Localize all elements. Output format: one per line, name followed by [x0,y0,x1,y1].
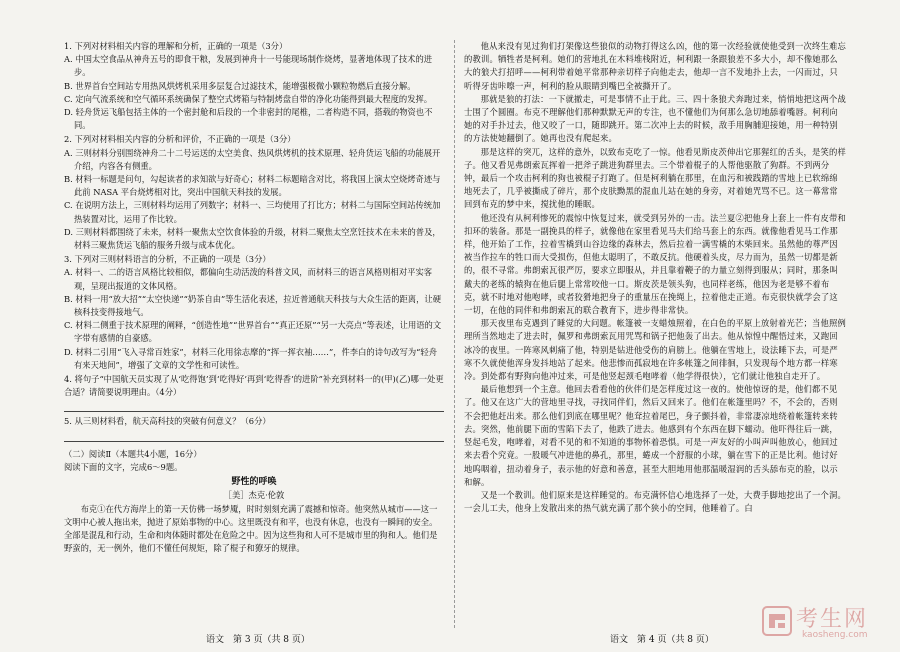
answer-line [64,401,444,412]
question-2-option-c: C. 在说明方法上，三则材料均运用了列数字；材料一、三均使用了打比方；材料二与国际空间站传统加热装置对比，运用了作比较。 [64,200,441,224]
story-paragraph: 那就是狼的打法：一下就撤走，可是事情不止于此。三、四十条狼犬奔跑过来，悄悄地把这两个战士围了个圆圈。布克不理解他们那种默默无声的专注，也不懂他们为何那么急切地舔着嘴唇。柯利向她的对手扑过去，他又咬了一口，随即跳开。第二次冲上去的时候，敌手用胸脯迎接她，用一种特别的方法使她翻倒了。她再也没有爬起来。 [464,93,846,144]
question-2-option-b: B. 材料一标题是问句，勾起读者的求知欲与好奇心；材料二标题暗含对比，将我国上演太空烧烤奇迹与此前 NASA 平台烧烤相对比，突出中国航天科技的发展。 [64,174,441,198]
question-4-stem: 4. 将句子“中国航天员实现了从‘吃得饱’到‘吃得好’再到‘吃得香’的进阶”补充到材料一的(甲)(乙)哪一处更合适？请简要说明理由。（4分） [64,374,444,398]
page-divider [454,40,455,628]
question-3 [64,253,444,372]
question-5 [64,415,444,441]
answer-line [64,431,444,442]
question-1-option-c: C. 定向气流系统和空气循环系统确保了整空式烤箱与特制烤盘自带的净化功能得到最大程度的发挥。 [64,93,433,104]
story-paragraph: 布克①在代方海岸上的第一天仿佛一场梦魇，时时刻刻充满了震撼和惊奇。他突然从城市——这一文明中心被人拖出来，抛进了原始事物的中心。这里既没有和平，也没有休息，也没有一瞬间的安全。全部是混乱和行动，生命和肉体随时都处在危险之中。因为这些狗和人可不是城市里的狗和人。他们是野蛮的，无一例外，他们不懂任何规矩，除了棍子和獠牙的规律。 [64,503,438,554]
story-paragraph: 最后他想到一个主意。他回去看看他的伙伴们是怎样度过这一夜的。使他惊讶的是，他们都不见了。他又在这广大的营地里寻找，寻找同伴们，然后又回来了。他们在帐篷里吗？不，不会的，否则不会把他赶出来。那么他们到底在哪里呢？他耷拉着尾巴，身子颤抖着，非常凄凉地绕着帐篷转来转去。突然，他前腿下面的雪陷下去了，他跌了进去。他感到有个东西在脚下蠕动。他吓得往后一跳，竖起毛发，咆哮着，对看不见的和不知道的事物怀着恐惧。可是一声友好的小叫声叫他放心，他回过来去看个究竟。一股暖气冲进他的鼻孔，那里，蜷成一个舒服的小球，躺在雪下的正是比利。他讨好地呜咽着，扭动着身子，表示他的好意和善意，甚至大胆地用他那温暖湿润的舌头舔布克的脸，以示和解。 [464,384,838,487]
question-1-option-a: A. 中国太空食品从神舟五号的即食干粮，发展到神舟十一号能现场制作烧烤，显著地体现了技术的进步。 [64,54,433,78]
question-2-option-d: D. 三则材料都围绕了未来，材料一聚焦太空饮食体验的升级，材料二聚焦太空烹饪技术在未来的普及，材料三聚焦货运飞船的服务升级与成本优化。 [64,226,441,251]
question-1-option-d: D. 轻舟货运飞船包括主体的一个密封舱和后段的一个非密封的尾椎，二者构造不同，搭载的物资也不同。 [64,107,433,131]
story-paragraph: 他从来没有见过狗们打架像这些狼似的动物打得这么凶，他的第一次经验就使他受到一次终生难忘的教训。牺牲者是柯利。她们的营地扎在木料堆栈附近，柯利跟一条跟狼差不多大小，却不像她那么大的狼犬打招呼——柯利带着她平常那种亲切样子向他走去，他却一言不发地扑上去，一闪而过，只听得牙齿咔嚓一声，柯利的脸从眼睛到嘴巴全被撕开了。 [464,41,846,91]
page-footer-left: 语文 第 3 页（共 8 页） [206,635,310,645]
watermark-url: kaosheng.com [802,630,868,640]
watermark-text: 考生网 [796,607,869,632]
question-3-option-b: B. 材料一用“放大招”“太空快递”“奶茶自由”等生活化表述，拉近普通航天科技与大众生活的距离，让硬核科技变得接地气。 [64,293,441,318]
story-paragraph: 又是一个教训。他们原来是这样睡觉的。布克满怀信心地选择了一处，大费手脚地挖出了一个洞。一会儿工夫，他身上发散出来的热气就充满了那个狭小的空间，他睡着了。白 [464,489,846,514]
question-3-option-a: A. 材料一、二的语言风格比较相似，都偏向生动活泼的科普文风，而材料三的语言风格则相对平实客观，呈现出报道的文体风格。 [64,267,433,291]
page-footer-right: 语文 第 4 页（共 8 页） [610,635,714,645]
question-3-option-c: C. 材料二侧重于技术原理的阐释，“创造性地”“世界首台”“真正还原”“另一大亮点”等表述，让用语的文字带有感情的自豪感。 [64,320,442,344]
question-3-stem: 3. 下列对三则材料语言的分析，不正确的一项是（3分） [64,254,271,265]
reading-section-heading: （二）阅读Ⅱ（本题共4小题，16分） [64,448,202,459]
story-author: ［美］杰克·伦敦 [223,490,285,501]
watermark-logo-icon [762,606,792,636]
question-2-option-a: A. 三则材料分别围绕神舟二十二号运送的太空美食、热风烘烤机的技术原理、轻舟货运飞船的功能展开介绍，内容各有侧重。 [64,147,441,171]
story-paragraph: 那天夜里布克遇到了睡觉的大问题。帐篷被一支蜡烛照着，在白色的平原上放射着光芒；当他照例理所当然地走了进去时，佩罗和弗朗索瓦用咒骂和锅子把他轰了出去。他从惊惶中醒悟过来，又跑回冰冷的夜里。一阵寒风刺痛了他，特别是钻进他受伤的肩膀上。他躺在雪地上，设法睡下去，可是严寒不久就使他浑身发抖地站了起来。他悲惨而孤寂地在许多帐篷之间徘徊，只发现每个地方都一样寒冷。到处都有野狗向他冲过来，可是他竖起颈毛咆哮着（他学得很快），它们就让他独自走开了。 [464,318,846,382]
story-paragraph: 那是这样的突兀，这样的意外，以致布克吃了一惊。他看见斯皮茨伸出它那猩红的舌头，是笑的样子。他又看见弗朗索瓦挥着一把斧子跳进狗群里去。三个带着棍子的人帮他驱散了狗群。不到两分钟，最后一个攻击柯利的狗也被棍子打跑了。但是柯利躺在那里，在血污和被践踏的雪地上已软绵绵地死去了，几乎被撕成了碎片，那个皮肤黝黑的混血儿站在她的身旁，对着她咒骂不已。这一幕常常回到布克的梦中来，搅扰他的睡眠。 [464,146,846,210]
watermark [762,600,898,646]
right-page-column [464,40,846,515]
question-2-stem: 2. 下列对材料相关内容的分析和评价，不正确的一项是（3分） [64,134,296,145]
question-5-stem: 5. 从三则材料看，航天高科技的突破有何意义？（6分） [64,416,271,427]
question-2 [64,133,444,252]
question-4 [64,373,444,412]
question-3-option-d: D. 材料二引用“飞入寻常百姓家”，材料三化用徐志摩的“挥一挥衣袖……”，件李白的诗句改写为“轻舟有来天地间”，增强了文章的文学性和可读性。 [64,346,438,370]
question-1-stem: 1. 下列对材料相关内容的理解和分析，正确的一项是（3分） [64,41,288,51]
question-1 [64,40,444,132]
reading-section-instruction: 阅读下面的文字，完成6～9题。 [64,461,183,472]
story-title: 野性的呼唤 [231,477,277,488]
question-1-option-b: B. 世界首台空间站专用热风烘烤机采用多层复合过滤技术，能增强极微小颗粒物燃后直接分解。 [64,80,416,91]
left-page-column [64,40,444,555]
story-paragraph: 他还没有从柯利惨死的震惊中恢复过来，就受到另外的一击。法兰夏②把他身上套上一件有皮带和扣环的装备。那是一副挽具的样子，就像他在家里看见马夫们给马套上的东西。就像他看见马工作那样，他开始了工作，拉着雪橇到山谷边缘的森林去，然后拉着一满雪橇的木柴回来。虽然他的尊严因被当作拉车的牲口而大受损伤，但他太聪明了，不敢反抗。他硬着头皮，尽力而为，虽然一切都是新的，很不寻常。弗朗索瓦很严厉，要求立即服从，并且靠着鞭子的力量立刻得到服从；同时，那条叫戴夫的老练的辕狗在他后腿上常常咬他一口。斯皮茨是领头狗，也同样老练，他因为老是够不着布克，就不时地对他咆哮，或者狡猾地把身子的重量压在挽绳上，拉着他走正道。布克很快就学会了这一切，在他的同伴和弗朗索瓦的联合教育下，进步得非常快。 [464,212,846,316]
